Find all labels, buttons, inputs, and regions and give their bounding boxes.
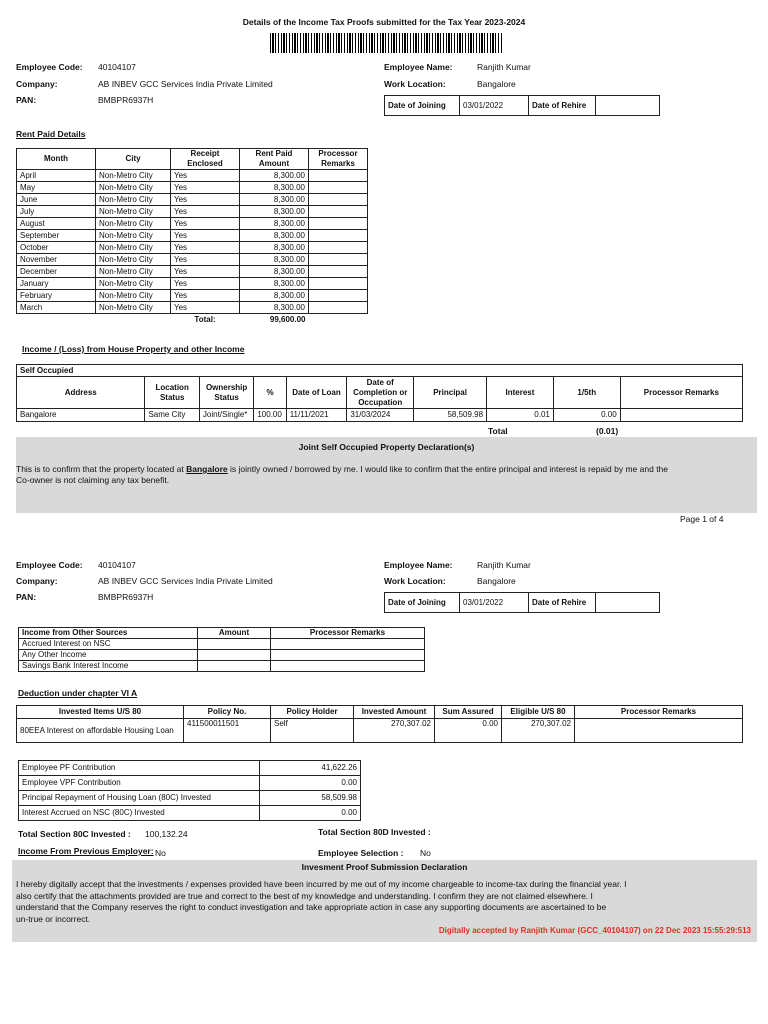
decl-post: is jointly owned / borrowed by me. I would like to confirm that the entire principal and interest is repaid by me and the	[227, 464, 669, 474]
rent-row	[17, 302, 368, 314]
company: AB INBEV GCC Services India Private Limited	[98, 79, 273, 89]
rent-month: December	[17, 266, 96, 278]
house-total-value: (0.01)	[596, 426, 619, 436]
company-label-2: Company:	[16, 576, 58, 586]
rent-month: September	[17, 230, 96, 242]
rent-month: April	[17, 170, 96, 182]
self-occupied-label: Self Occupied	[17, 365, 743, 377]
rent-receipt: Yes	[171, 302, 240, 314]
rent-remarks	[309, 206, 368, 218]
deduction-header-holder: Policy Holder	[271, 706, 354, 719]
pan-label-2: PAN:	[16, 592, 37, 602]
rent-month: October	[17, 242, 96, 254]
joint-declaration-text	[16, 464, 668, 486]
rent-month: January	[17, 278, 96, 290]
rent-city: Non-Metro City	[96, 182, 171, 194]
c80-pf-label: Employee PF Contribution	[19, 761, 260, 776]
invest-line-4: un-true or incorrect.	[16, 913, 91, 924]
rent-header-city: City	[96, 149, 171, 170]
rent-receipt: Yes	[171, 182, 240, 194]
rent-amount: 8,300.00	[240, 266, 309, 278]
rent-month: May	[17, 182, 96, 194]
rent-receipt: Yes	[171, 218, 240, 230]
rent-city: Non-Metro City	[96, 194, 171, 206]
rent-row	[17, 266, 368, 278]
document-title: Details of the Income Tax Proofs submitted for the Tax Year 2023-2024	[242, 17, 526, 27]
total-80c-label: Total Section 80C Invested :	[18, 829, 131, 839]
invest-line-3: understand that the Company reserves the right to conduct investigation and take appropriate action in case any supporting documents are ascertained to be	[16, 902, 607, 912]
rent-city: Non-Metro City	[96, 242, 171, 254]
house-ownership: Joint/Single*	[199, 409, 253, 422]
employee-code-label-2: Employee Code:	[16, 560, 83, 570]
rent-amount: 8,300.00	[240, 182, 309, 194]
rent-amount: 8,300.00	[240, 218, 309, 230]
rent-remarks	[309, 230, 368, 242]
c80-housing-label: Principal Repayment of Housing Loan (80C) Invested	[19, 791, 260, 806]
house-header-interest: Interest	[487, 377, 554, 409]
employee-name-2: Ranjith Kumar	[477, 560, 531, 570]
pan-2: BMBPR6937H	[98, 592, 154, 602]
employee-selection-label: Employee Selection :	[318, 848, 404, 858]
invest-line-1: I hereby digitally accept that the investments / expenses provided have been incurred by me out of my income chargeable to income-tax during the financial year. I	[16, 879, 627, 889]
rent-month: February	[17, 290, 96, 302]
rent-remarks	[309, 266, 368, 278]
house-header-fifth: 1/5th	[553, 377, 620, 409]
house-header-location: Location Status	[145, 377, 199, 409]
c80-vpf-label: Employee VPF Contribution	[19, 776, 260, 791]
rent-amount: 8,300.00	[240, 206, 309, 218]
decl-line2: Co-owner is not claiming any tax benefit.	[16, 475, 170, 485]
rent-city: Non-Metro City	[96, 290, 171, 302]
house-total-label: Total	[488, 426, 508, 436]
employee-name-label: Employee Name:	[384, 62, 453, 72]
rent-city: Non-Metro City	[96, 254, 171, 266]
deduction-holder: Self	[271, 719, 354, 743]
doj-label-2: Date of Joining	[385, 593, 460, 613]
other-income-header-remarks: Processor Remarks	[271, 628, 425, 639]
other-income-header-source: Income from Other Sources	[19, 628, 198, 639]
deduction-remarks	[575, 719, 743, 743]
rent-section-title: Rent Paid Details	[16, 129, 86, 139]
company-label: Company:	[16, 79, 58, 89]
house-header-percent: %	[254, 377, 286, 409]
rent-remarks	[309, 242, 368, 254]
employee-selection-value: No	[420, 848, 431, 858]
rent-receipt: Yes	[171, 278, 240, 290]
c80-housing-value: 58,509.98	[260, 791, 361, 806]
doj-value-2: 03/01/2022	[460, 593, 529, 613]
total-80d-label: Total Section 80D Invested :	[318, 827, 431, 837]
deduction-eligible: 270,307.02	[502, 719, 575, 743]
employee-code: 40104107	[98, 62, 136, 72]
house-principal: 58,509.98	[414, 409, 487, 422]
other-income-header-amount: Amount	[198, 628, 271, 639]
section-80c-table	[18, 760, 361, 821]
rent-city: Non-Metro City	[96, 230, 171, 242]
rent-amount: 8,300.00	[240, 290, 309, 302]
deduction-header-policy: Policy No.	[184, 706, 271, 719]
rent-row	[17, 182, 368, 194]
dor-value	[596, 96, 660, 116]
house-completion: 31/03/2024	[347, 409, 414, 422]
rent-city: Non-Metro City	[96, 218, 171, 230]
pan-label: PAN:	[16, 95, 37, 105]
rent-receipt: Yes	[171, 206, 240, 218]
work-location-2: Bangalore	[477, 576, 516, 586]
rent-row	[17, 278, 368, 290]
joining-table	[384, 95, 660, 116]
deduction-invested: 270,307.02	[354, 719, 435, 743]
rent-amount: 8,300.00	[240, 170, 309, 182]
rent-amount: 8,300.00	[240, 302, 309, 314]
dor-value-2	[596, 593, 660, 613]
house-remarks	[620, 409, 742, 422]
total-80c-value: 100,132.24	[145, 829, 188, 839]
rent-header-amount: Rent Paid Amount	[240, 149, 309, 170]
deduction-header-item: Invested Items U/S 80	[17, 706, 184, 719]
other-income-savings: Savings Bank Interest Income	[19, 661, 198, 672]
work-location: Bangalore	[477, 79, 516, 89]
employee-code-2: 40104107	[98, 560, 136, 570]
dor-label-2: Date of Rehire	[529, 593, 596, 613]
investment-declaration-title: Invesment Proof Submission Declaration	[301, 862, 468, 872]
deduction-header-remarks: Processor Remarks	[575, 706, 743, 719]
rent-amount: 8,300.00	[240, 194, 309, 206]
house-interest: 0.01	[487, 409, 554, 422]
rent-month: June	[17, 194, 96, 206]
rent-receipt: Yes	[171, 242, 240, 254]
rent-city: Non-Metro City	[96, 266, 171, 278]
rent-month: November	[17, 254, 96, 266]
other-income-any: Any Other Income	[19, 650, 198, 661]
house-header-principal: Principal	[414, 377, 487, 409]
rent-city: Non-Metro City	[96, 170, 171, 182]
rent-month: July	[17, 206, 96, 218]
rent-row	[17, 170, 368, 182]
prev-employer-label: Income From Previous Employer:	[18, 846, 154, 856]
house-header-loan-date: Date of Loan	[286, 377, 347, 409]
work-location-label: Work Location:	[384, 79, 446, 89]
barcode-image	[270, 33, 502, 53]
joining-table-2	[384, 592, 660, 613]
rent-city: Non-Metro City	[96, 278, 171, 290]
other-income-table	[18, 627, 425, 672]
house-loan-date: 11/11/2021	[286, 409, 347, 422]
rent-amount: 8,300.00	[240, 254, 309, 266]
rent-month: March	[17, 302, 96, 314]
rent-remarks	[309, 290, 368, 302]
house-header-address: Address	[17, 377, 145, 409]
c80-pf-value: 41,622.26	[260, 761, 361, 776]
rent-header-remarks: Processor Remarks	[309, 149, 368, 170]
rent-remarks	[309, 302, 368, 314]
rent-remarks	[309, 182, 368, 194]
rent-city: Non-Metro City	[96, 206, 171, 218]
company-2: AB INBEV GCC Services India Private Limited	[98, 576, 273, 586]
rent-amount: 8,300.00	[240, 242, 309, 254]
rent-header-month: Month	[17, 149, 96, 170]
decl-pre: This is to confirm that the property located at	[16, 464, 187, 474]
employee-code-label: Employee Code:	[16, 62, 83, 72]
house-percent: 100.00	[254, 409, 286, 422]
digital-signature: Digitally accepted by Ranjith Kumar (GCC_40104107) on 22 Dec 2023 15:55:29:513	[438, 926, 751, 935]
rent-remarks	[309, 278, 368, 290]
rent-remarks	[309, 170, 368, 182]
rent-table	[16, 148, 368, 326]
deduction-header-eligible: Eligible U/S 80	[502, 706, 575, 719]
house-header-completion: Date of Completion or Occupation	[347, 377, 414, 409]
joint-declaration-box	[16, 437, 757, 513]
c80-nsc-value: 0.00	[260, 806, 361, 821]
house-table	[16, 364, 743, 422]
deduction-header-sum: Sum Assured	[435, 706, 502, 719]
c80-nsc-label: Interest Accrued on NSC (80C) Invested	[19, 806, 260, 821]
invest-line-2: also certify that the attachments provided are true and correct to the best of my knowledge and understanding. I confirm they are not claimed elsewhere. I	[16, 890, 593, 901]
rent-row	[17, 290, 368, 302]
deduction-sum: 0.00	[435, 719, 502, 743]
decl-place: Bangalore	[186, 464, 228, 474]
rent-row	[17, 194, 368, 206]
rent-row	[17, 206, 368, 218]
rent-row	[17, 230, 368, 242]
rent-row	[17, 242, 368, 254]
house-header-ownership: Ownership Status	[199, 377, 253, 409]
employee-name: Ranjith Kumar	[477, 62, 531, 72]
rent-amount: 8,300.00	[240, 278, 309, 290]
page-number: Page 1 of 4	[680, 514, 724, 524]
deduction-item: 80EEA Interest on affordable Housing Loan	[17, 719, 184, 743]
doj-value: 03/01/2022	[460, 96, 529, 116]
rent-remarks	[309, 254, 368, 266]
work-location-label-2: Work Location:	[384, 576, 446, 586]
rent-receipt: Yes	[171, 254, 240, 266]
rent-receipt: Yes	[171, 230, 240, 242]
rent-remarks	[309, 218, 368, 230]
dor-label: Date of Rehire	[529, 96, 596, 116]
rent-header-receipt: Receipt Enclosed	[171, 149, 240, 170]
rent-row	[17, 254, 368, 266]
house-section-title: Income / (Loss) from House Property and other Income	[22, 344, 245, 354]
pan: BMBPR6937H	[98, 95, 154, 105]
joint-declaration-title: Joint Self Occupied Property Declaration(s)	[298, 442, 475, 452]
rent-row	[17, 218, 368, 230]
rent-receipt: Yes	[171, 290, 240, 302]
investment-declaration-box	[12, 860, 757, 942]
other-income-nsc: Accrued Interest on NSC	[19, 639, 198, 650]
deduction-section-title: Deduction under chapter VI A	[18, 688, 138, 698]
deduction-policy: 411500011501	[184, 719, 271, 743]
prev-employer-value: No	[155, 848, 166, 858]
house-location: Same City	[145, 409, 199, 422]
rent-receipt: Yes	[171, 194, 240, 206]
rent-city: Non-Metro City	[96, 302, 171, 314]
rent-remarks	[309, 194, 368, 206]
house-fifth: 0.00	[553, 409, 620, 422]
c80-vpf-value: 0.00	[260, 776, 361, 791]
rent-total-label: Total:	[194, 314, 216, 324]
rent-amount: 8,300.00	[240, 230, 309, 242]
rent-total-value: 99,600.00	[269, 314, 306, 324]
deduction-table	[16, 705, 743, 743]
house-header-remarks: Processor Remarks	[620, 377, 742, 409]
employee-name-label-2: Employee Name:	[384, 560, 453, 570]
house-address: Bangalore	[17, 409, 145, 422]
deduction-header-invested: Invested Amount	[354, 706, 435, 719]
rent-receipt: Yes	[171, 170, 240, 182]
rent-receipt: Yes	[171, 266, 240, 278]
rent-month: August	[17, 218, 96, 230]
investment-declaration-text	[16, 879, 626, 925]
doj-label: Date of Joining	[385, 96, 460, 116]
